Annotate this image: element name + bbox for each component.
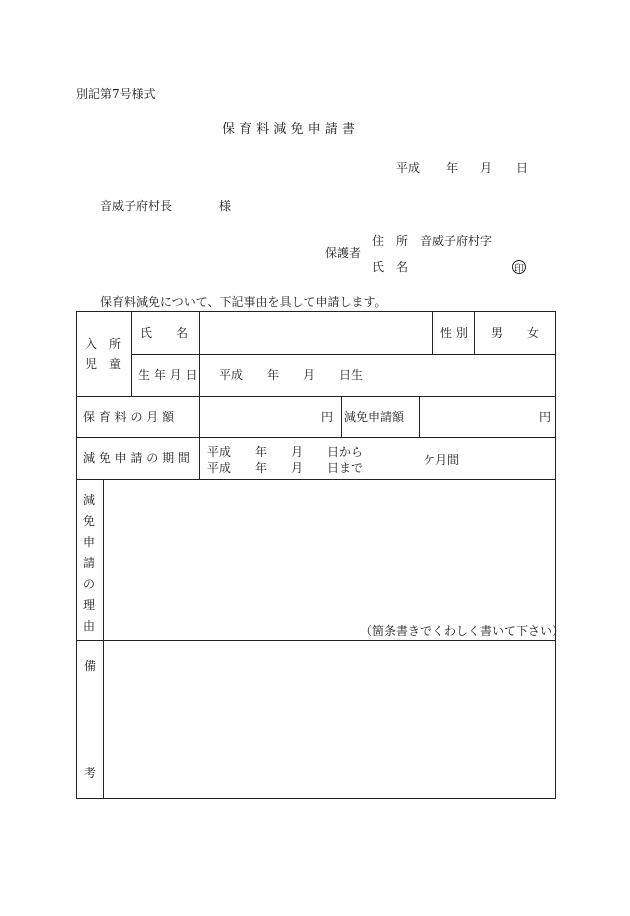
col-divider	[474, 312, 475, 354]
page-title: 保 育 料 減 免 申 請 書	[222, 122, 355, 137]
row-divider	[77, 479, 555, 480]
date-day-label: 日	[516, 161, 529, 175]
col-divider	[199, 312, 200, 479]
period-to: 平成 年 月 日まで	[207, 461, 364, 475]
seal-mark: 印	[512, 260, 526, 274]
birthdate-label: 生 年 月 日	[138, 368, 198, 382]
row-divider	[77, 437, 555, 438]
reduction-amount-currency: 円	[539, 410, 552, 424]
application-form-table	[76, 311, 565, 799]
row-divider	[131, 354, 555, 355]
reason-label-char: 免	[83, 514, 96, 528]
guardian-name-label: 氏 名	[372, 260, 409, 274]
remarks-label-top: 備	[84, 659, 97, 673]
reason-label-char: 請	[83, 556, 96, 570]
reason-label-char: 由	[83, 619, 96, 633]
addressee-name: 音威子府村長	[100, 199, 173, 213]
name-label: 氏 名	[140, 326, 189, 340]
col-divider	[131, 312, 132, 396]
reason-label-char: 理	[83, 598, 96, 612]
reason-label-char: の	[83, 577, 96, 591]
guardian-address-label: 住 所	[372, 234, 409, 248]
date-month-label: 月	[480, 161, 493, 175]
gender-label: 性 別	[440, 326, 468, 340]
col-divider	[103, 479, 104, 799]
reason-label-char: 申	[83, 535, 96, 549]
addressee-honorific: 様	[219, 199, 232, 213]
col-divider	[341, 396, 342, 437]
birthdate-value: 平成 年 月 日生	[219, 368, 364, 382]
child-label-line2: 児 童	[85, 357, 122, 371]
guardian-label: 保護者	[325, 246, 362, 260]
reason-note: （箇条書きでくわしく書いて下さい）	[360, 624, 565, 638]
form-number: 別記第7号様式	[76, 87, 156, 101]
date-era: 平成	[396, 161, 421, 175]
monthly-fee-label: 保 育 料 の 月 額	[83, 410, 175, 424]
date-year-label: 年	[446, 161, 459, 175]
gender-options: 男 女	[491, 326, 540, 340]
child-label-line1: 入 所	[85, 337, 122, 351]
row-divider	[77, 640, 555, 641]
col-divider	[419, 396, 420, 437]
period-months: ケ月間	[423, 453, 460, 467]
monthly-fee-currency: 円	[321, 410, 334, 424]
reduction-amount-label: 減免申請額	[344, 410, 405, 424]
col-divider	[432, 312, 433, 354]
remarks-label-bottom: 考	[84, 766, 97, 780]
guardian-address-value: 音威子府村字	[420, 234, 493, 248]
period-label: 減 免 申 請 の 期 間	[83, 451, 190, 465]
period-from: 平成 年 月 日から	[207, 445, 364, 459]
row-divider	[77, 396, 555, 397]
reason-label	[83, 494, 95, 632]
intro-text: 保育料減免について、下記事由を具して申請します。	[100, 295, 387, 309]
reason-label-char: 減	[83, 493, 96, 507]
